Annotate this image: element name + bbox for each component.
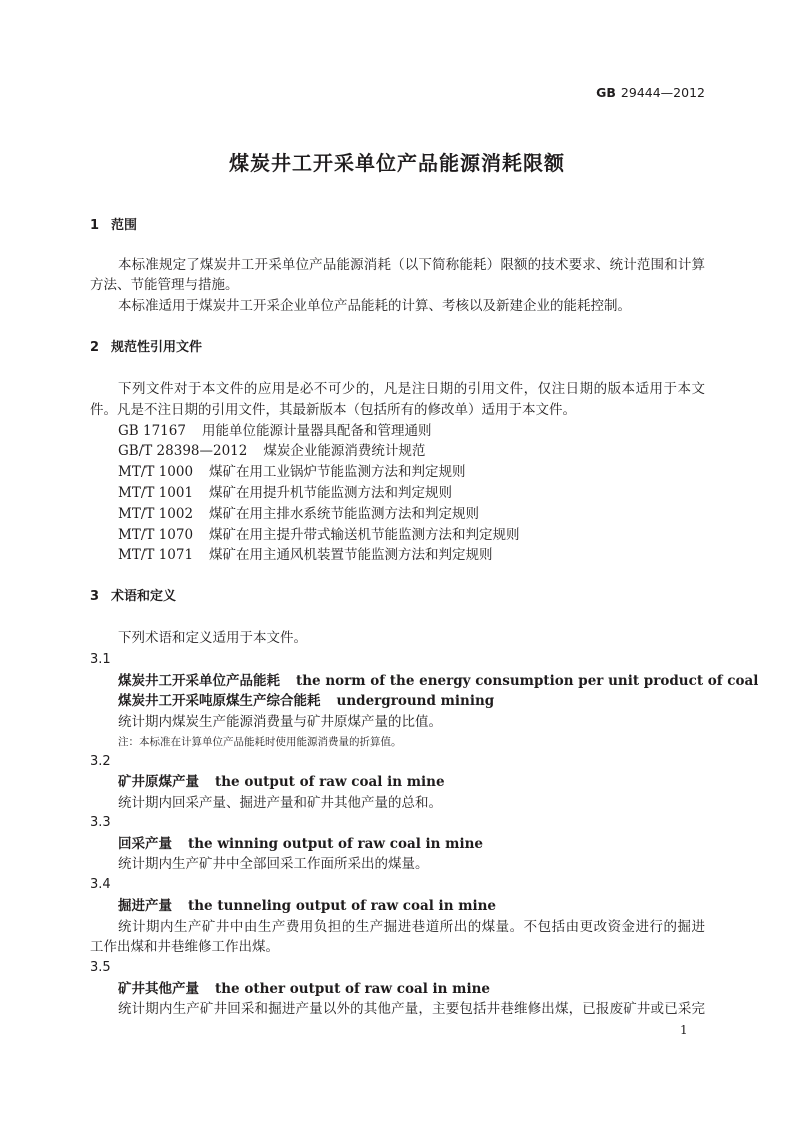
section-1-heading	[90, 216, 137, 236]
alt-term-line	[118, 691, 494, 711]
reference-item	[118, 421, 431, 441]
reference-item	[118, 525, 520, 545]
clause-number: 3.1	[90, 652, 111, 667]
scope-paragraph-1-line-2: 方法、节能管理与措施。	[90, 277, 239, 293]
section-title: 规范性引用文件	[111, 340, 203, 355]
reference-item	[118, 441, 425, 461]
clause-number: 3.3	[90, 815, 111, 830]
term-english: the tunneling output of raw coal in mine	[188, 898, 497, 914]
term-english: the output of raw coal in mine	[215, 774, 445, 790]
term-line	[118, 896, 496, 916]
section-number: 2	[90, 340, 100, 355]
section-number: 3	[90, 589, 100, 604]
term-line	[118, 834, 483, 854]
standard-number: 29444—2012	[620, 85, 705, 100]
term-line	[118, 772, 445, 792]
scope-paragraph-1-line-1: 本标准规定了煤炭井工开采单位产品能源消耗（以下简称能耗）限额的技术要求、统计范围和计算	[118, 257, 705, 273]
standard-prefix: GB	[596, 85, 616, 100]
reference-code: GB/T 28398—2012	[118, 443, 248, 459]
standard-number-header	[596, 83, 705, 103]
term-english: underground mining	[336, 693, 495, 709]
term-definition: 统计期内生产矿井中全部回采工作面所采出的煤量。	[118, 856, 429, 872]
refs-intro-line-1: 下列文件对于本文件的应用是必不可少的，凡是注日期的引用文件，仅注日期的版本适用于本文	[118, 381, 705, 397]
reference-title: 煤炭企业能源消费统计规范	[263, 443, 426, 459]
reference-code: MT/T 1000	[118, 464, 194, 480]
reference-title: 用能单位能源计量器具配备和管理通则	[201, 423, 432, 439]
term-definition-line-1: 统计期内生产矿井回采和掘进产量以外的其他产量，主要包括井巷维修出煤，已报废矿井或已采完	[118, 1001, 705, 1017]
reference-code: MT/T 1001	[118, 485, 194, 501]
term-definition-line-1: 统计期内生产矿井中由生产费用负担的生产掘进巷道所出的煤量。不包括由更改资金进行的掘进	[118, 919, 705, 935]
reference-item	[118, 483, 452, 503]
section-3-heading	[90, 587, 176, 607]
section-2-heading	[90, 338, 202, 358]
reference-item	[118, 462, 466, 482]
term-english: the other output of raw coal in mine	[215, 981, 490, 997]
reference-item	[118, 504, 479, 524]
section-title: 范围	[111, 218, 138, 233]
term-chinese: 掘进产量	[118, 898, 172, 914]
reference-item	[118, 545, 493, 565]
term-definition: 统计期内回采产量、掘进产量和矿井其他产量的总和。	[118, 795, 442, 811]
clause-number: 3.5	[90, 960, 111, 975]
reference-title: 煤矿在用主通风机装置节能监测方法和判定规则	[209, 547, 493, 563]
term-line	[118, 979, 490, 999]
reference-code: MT/T 1002	[118, 506, 194, 522]
clause-number: 3.2	[90, 754, 111, 769]
reference-code: GB 17167	[118, 423, 186, 439]
term-chinese: 煤炭井工开采单位产品能耗	[118, 673, 280, 689]
scope-paragraph-2: 本标准适用于煤炭井工开采企业单位产品能耗的计算、考核以及新建企业的能耗控制。	[118, 298, 631, 314]
term-line	[118, 671, 758, 691]
page-number: 1	[680, 1023, 688, 1037]
section-title: 术语和定义	[111, 589, 177, 604]
term-chinese: 煤炭井工开采吨原煤生产综合能耗	[118, 693, 321, 709]
term-chinese: 矿井其他产量	[118, 981, 199, 997]
document-title: 煤炭井工开采单位产品能源消耗限额	[229, 151, 565, 175]
term-english: the norm of the energy consumption per unit product of coal	[296, 673, 759, 689]
terms-intro: 下列术语和定义适用于本文件。	[118, 630, 307, 646]
clause-number: 3.4	[90, 877, 111, 892]
reference-code: MT/T 1070	[118, 527, 194, 543]
refs-intro-line-2: 件。凡是不注日期的引用文件，其最新版本（包括所有的修改单）适用于本文件。	[90, 402, 576, 418]
section-number: 1	[90, 218, 100, 233]
reference-title: 煤矿在用主提升带式输送机节能监测方法和判定规则	[209, 527, 520, 543]
term-chinese: 矿井原煤产量	[118, 774, 199, 790]
reference-title: 煤矿在用主排水系统节能监测方法和判定规则	[209, 506, 480, 522]
term-english: the winning output of raw coal in mine	[188, 836, 484, 852]
term-chinese: 回采产量	[118, 836, 172, 852]
reference-title: 煤矿在用提升机节能监测方法和判定规则	[209, 485, 453, 501]
reference-title: 煤矿在用工业锅炉节能监测方法和判定规则	[209, 464, 466, 480]
term-note: 注：本标准在计算单位产品能耗时使用能源消费量的折算值。	[118, 736, 402, 748]
term-definition-line-2: 工作出煤和井巷维修工作出煤。	[90, 939, 279, 955]
term-definition: 统计期内煤炭生产能源消费量与矿井原煤产量的比值。	[118, 714, 442, 730]
reference-code: MT/T 1071	[118, 547, 194, 563]
